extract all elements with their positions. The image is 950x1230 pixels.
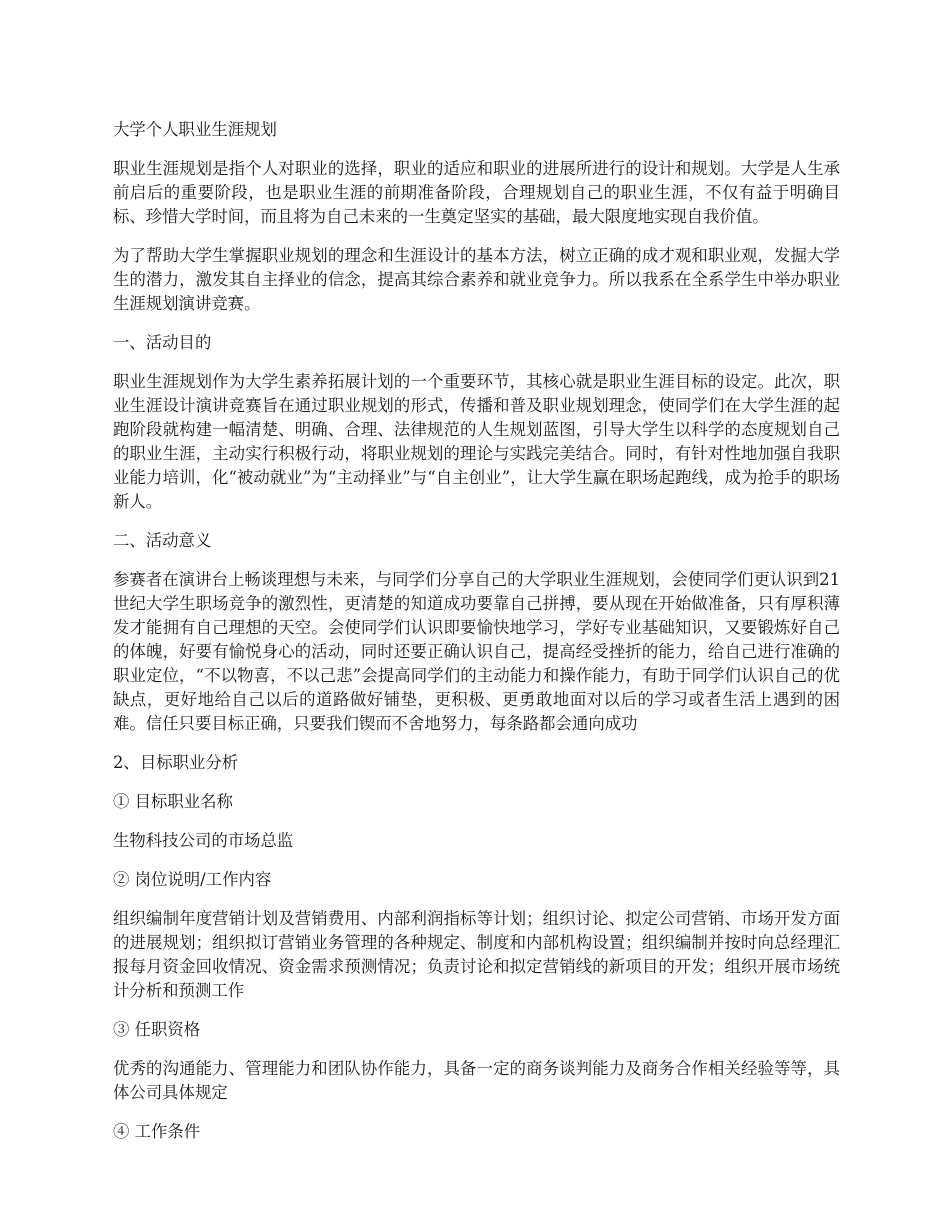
paragraph-purpose-statement: 为了帮助大学生掌握职业规划的理念和生涯设计的基本方法，树立正确的成才观和职业观，发掘大学生的潜力，激发其自主择业的信念，提高其综合素养和就业竞争力。所以我系在全系学生中举办职业生涯规划演讲竞赛。 bbox=[113, 246, 840, 313]
subheading-qualifications: ③ 任职资格 bbox=[113, 1020, 201, 1039]
paragraph-activity-significance: 参赛者在演讲台上畅谈理想与未来，与同学们分享自己的大学职业生涯规划，会使同学们更认识到21世纪大学生职场竞争的激烈性，更清楚的知道成功要靠自己拼搏，要从现在开始做准备，只有厚积薄发才能拥有自己理想的天空。会使同学们认识即要愉快地学习，学好专业基础知识，又要锻炼好自己的体魄，好要有愉悦身心的活动，同时还要正确认识自己，提高经受挫折的能力，给自己进行准确的职业定位，“不以物喜，不以己悲”会提高同学们的主动能力和操作能力，有助于同学们认识自己的优缺点，更好地给自己以后的道路做好铺垫，更积极、更勇敢地面对以后的学习或者生活上遇到的困难。信任只要目标正确，只要我们锲而不舍地努力，每条路都会通向成功 bbox=[113, 570, 840, 733]
subheading-working-conditions: ④ 工作条件 bbox=[113, 1122, 201, 1141]
paragraph-target-career-name: 生物科技公司的市场总监 bbox=[113, 831, 294, 850]
paragraph-activity-goal: 职业生涯规划作为大学生素养拓展计划的一个重要环节，其核心就是职业生涯目标的设定。此次，职业生涯设计演讲竞赛旨在通过职业规划的形式，传播和普及职业规划理念，使同学们在大学生涯的起跑阶段就构建一幅清楚、明确、合理、法律规范的人生规划蓝图，引导大学生以科学的态度规划自己的职业生涯，主动实行积极行动，将职业规划的理论与实践完美结合。同时，有针对性地加强自我职业能力培训，化“被动就业”为“主动择业”与“自主创业”，让大学生赢在职场起跑线，成为抢手的职场新人。 bbox=[113, 372, 840, 511]
section-heading-target-career-analysis: 2、目标职业分析 bbox=[113, 753, 239, 772]
subheading-target-career-name: ① 目标职业名称 bbox=[113, 792, 233, 811]
paragraph-job-description: 组织编制年度营销计划及营销费用、内部利润指标等计划；组织讨论、拟定公司营销、市场开发方面的进展规划；组织拟订营销业务管理的各种规定、制度和内部机构设置；组织编制并按时向总经理汇报每月资金回收情况、资金需求预测情况；负责讨论和拟定营销线的新项目的开发；组织开展市场统计分析和预测工作 bbox=[113, 909, 840, 1000]
paragraph-qualifications: 优秀的沟通能力、管理能力和团队协作能力，具备一定的商务谈判能力及商务合作相关经验等等，具体公司具体规定 bbox=[113, 1059, 840, 1102]
subheading-job-description: ② 岗位说明/工作内容 bbox=[113, 870, 272, 889]
section-heading-activity-significance: 二、活动意义 bbox=[113, 531, 212, 550]
document-title: 大学个人职业生涯规划 bbox=[113, 120, 277, 139]
paragraph-intro: 职业生涯规划是指个人对职业的选择，职业的适应和职业的进展所进行的设计和规划。大学是人生承前启后的重要阶段，也是职业生涯的前期准备阶段，合理规划自己的职业生涯，不仅有益于明确目标、珍惜大学时间，而且将为自己未来的一生奠定坚实的基础，最大限度地实现自我价值。 bbox=[113, 159, 840, 226]
section-heading-activity-goal: 一、活动目的 bbox=[113, 333, 212, 352]
document-page bbox=[113, 118, 840, 1159]
